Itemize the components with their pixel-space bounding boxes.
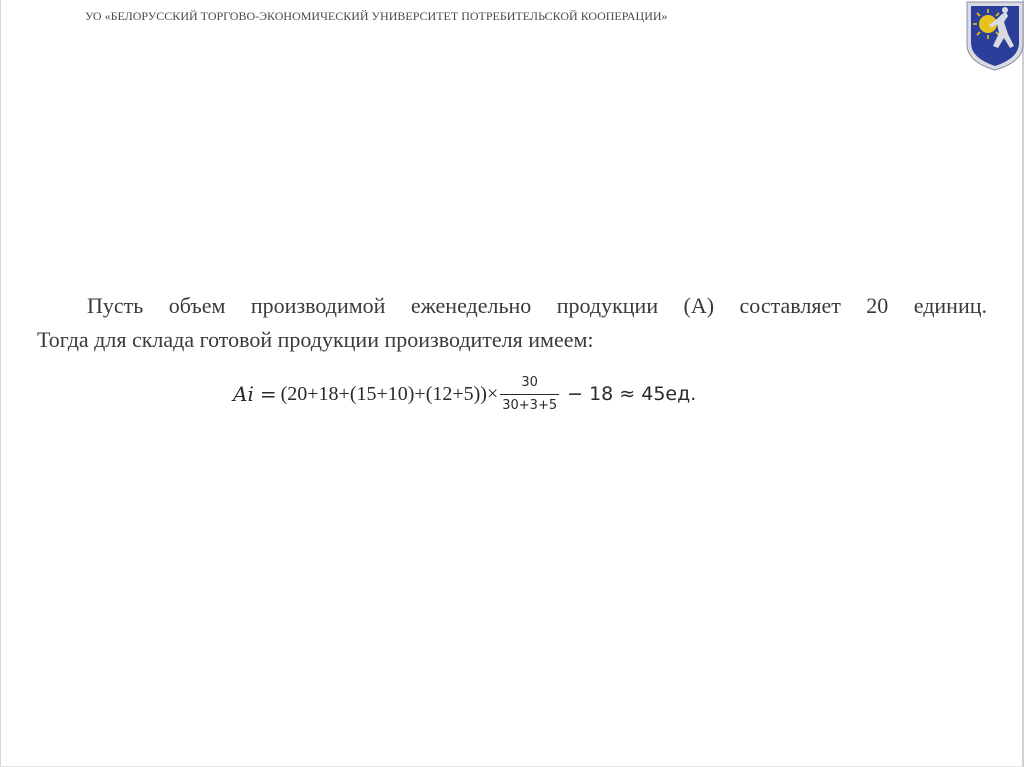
formula-result: − 18 ≈ 45ед. (567, 383, 697, 405)
formula (233, 366, 696, 422)
formula-fraction (500, 375, 559, 414)
formula-expression: (20+18+(15+10)+(12+5))× (280, 382, 499, 405)
fraction-numerator: 30 (521, 374, 538, 390)
body-paragraph (37, 289, 987, 357)
paragraph-line-1: Пусть объем производимой еженедельно продукции (А) составляет 20 единиц. (87, 293, 987, 318)
formula-equals: = (259, 382, 277, 406)
fraction-denominator: 30+3+5 (502, 397, 558, 413)
header-title: УО «БЕЛОРУССКИЙ ТОРГОВО-ЭКОНОМИЧЕСКИЙ УНИВЕРСИТЕТ ПОТРЕБИТЕЛЬСКОЙ КООПЕРАЦИИ» (85, 9, 668, 23)
formula-variable: Ai (233, 382, 254, 406)
university-crest-icon (964, 0, 1024, 72)
paragraph-line-2: Тогда для склада готовой продукции производителя имеем: (37, 327, 594, 352)
